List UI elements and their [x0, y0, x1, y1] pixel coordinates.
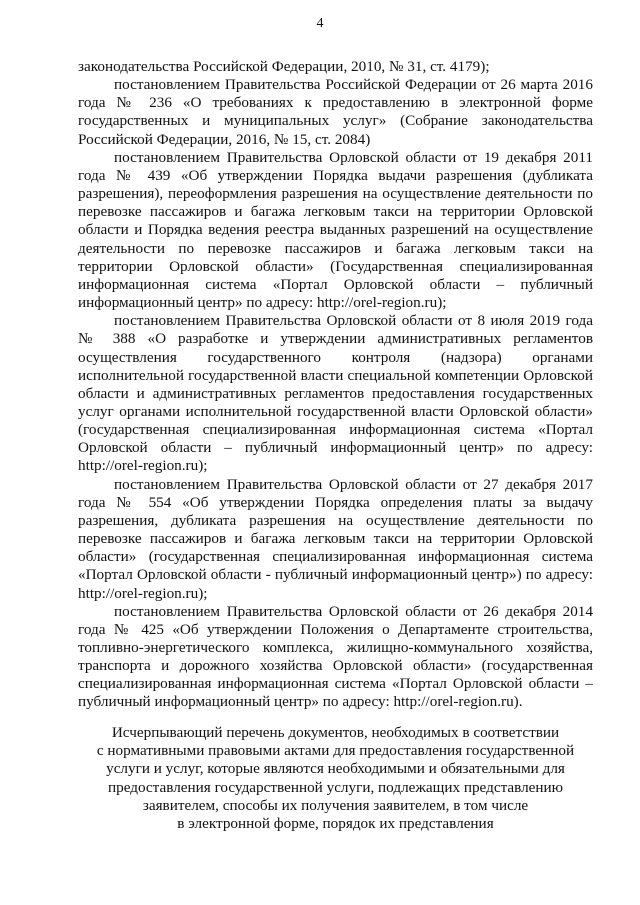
- heading-line: Исчерпывающий перечень документов, необходимых в соответствии: [111, 724, 560, 741]
- heading-line: с нормативными правовыми актами для предоставления государственной: [96, 742, 575, 760]
- paragraph-decree-orel-425: постановлением Правительства Орловской области от 26 декабря 2014 года № 425 «Об утверждении Положения о Департаменте строительства, топливно-энергетического комплекса, жилищно-коммунального хозяйства, транспорта и дорожного хозяйства Орловской области» (государственная специализированная информационная система «Портал Орловской области – публичный информационный центр» по адресу: http://orel-region.ru).: [78, 602, 593, 711]
- paragraph-decree-orel-388: постановлением Правительства Орловской области от 8 июля 2019 года № 388 «О разработке и утверждении административных регламентов осуществления государственного контроля (надзора) органами исполнительной государственной власти специальной компетенции Орловской области и административных регламентов предоставления государственных услуг органами исполнительной государственной власти Орловской области» (государственная специализированная информационная система «Портал Орловской области – публичный информационный центр» по адресу: http://orel-region.ru);: [78, 312, 593, 475]
- heading-line: услуги и услуг, которые являются необходимыми и обязательными для: [106, 760, 565, 778]
- heading-line: в электронной форме, порядок их представления: [177, 815, 494, 833]
- document-body: [78, 58, 593, 712]
- paragraph-decree-orel-439: постановлением Правительства Орловской области от 19 декабря 2011 года № 439 «Об утверждении Порядка выдачи разрешения (дубликата разрешения), переоформления разрешения на осуществление деятельности по перевозке пассажиров и багажа легковым такси на территории Орловской области и Порядка ведения реестра выданных разрешений на осуществление деятельности по перевозке пассажиров и багажа легковым такси на территории Орловской области» (Государственная специализированная информационная система «Портал Орловской области – публичный информационный центр» по адресу: http://orel-region.ru);: [78, 148, 593, 312]
- page-number: 4: [316, 16, 324, 31]
- paragraph-continuation: законодательства Российской Федерации, 2010, № 31, ст. 4179);: [78, 58, 490, 75]
- heading-line: предоставления государственной услуги, подлежащих представлению: [107, 778, 564, 796]
- paragraph-decree-orel-554: постановлением Правительства Орловской области от 27 декабря 2017 года № 554 «Об утверждении Порядка определения платы за выдачу разрешения, дубликата разрешения на осуществление деятельности по перевозке пассажиров и багажа легковым такси на территории Орловской области» (государственная специализированная информационная система «Портал Орловской области - публичный информационный центр») по адресу: http://orel-region.ru);: [78, 475, 593, 602]
- paragraph-decree-rf-236: постановлением Правительства Российской Федерации от 26 марта 2016 года № 236 «О требованиях к предоставлению в электронной форме государственных и муниципальных услуг» (Собрание законодательства Российской Федерации, 2016, № 15, ст. 2084): [78, 76, 593, 148]
- section-heading: [78, 724, 593, 833]
- heading-line: заявителем, способы их получения заявителем, в том числе: [142, 796, 529, 814]
